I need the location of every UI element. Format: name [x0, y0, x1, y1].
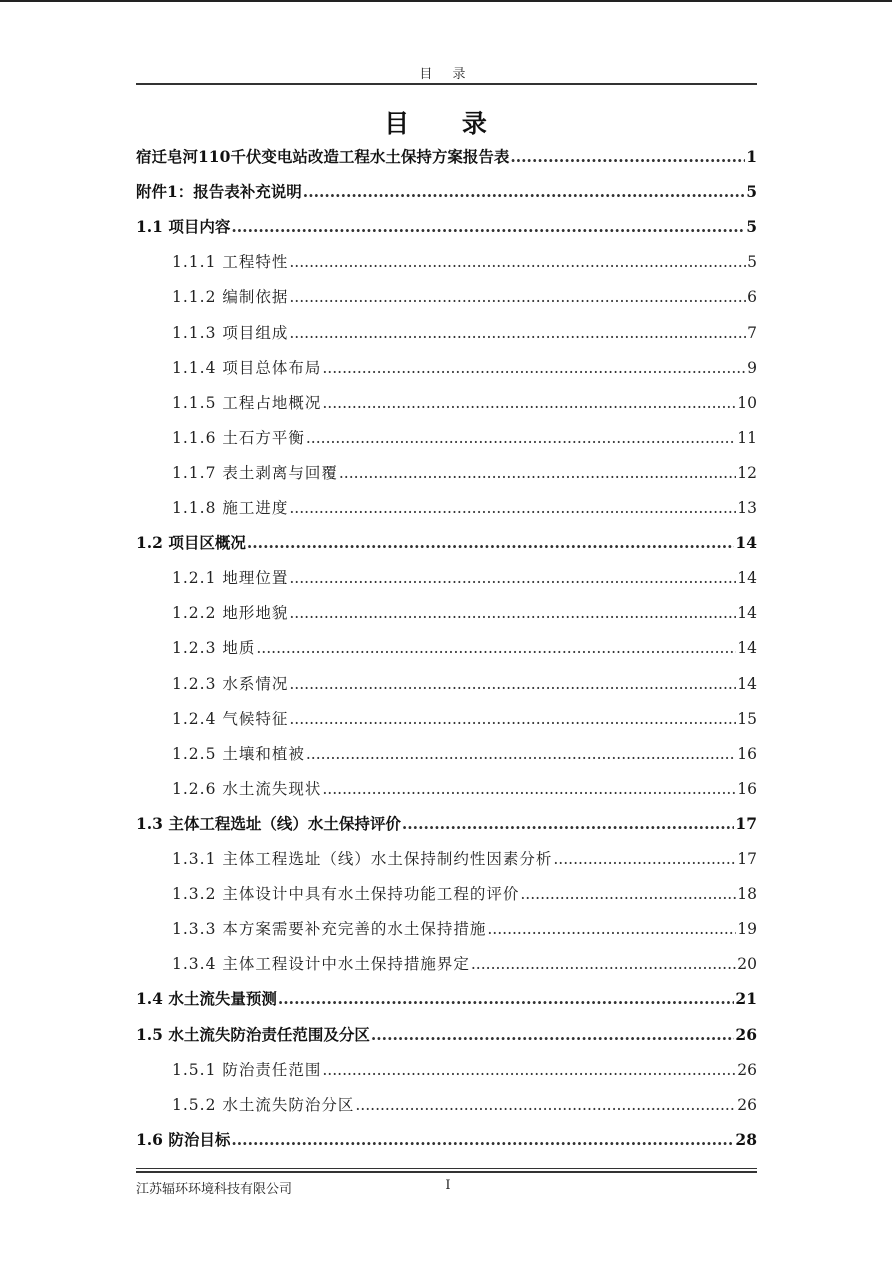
toc-entry-label: 1.3.4 主体工程设计中水土保持措施界定	[172, 955, 470, 973]
toc-entry[interactable]	[136, 987, 757, 1011]
toc-entry-label: 1.1 项目内容	[136, 217, 231, 236]
toc-leader-dots	[289, 321, 746, 345]
toc-entry[interactable]	[172, 321, 757, 345]
toc-entry-page: 14	[735, 533, 757, 552]
toc-entry[interactable]	[136, 145, 757, 169]
toc-entry-label: 1.5.1 防治责任范围	[172, 1061, 322, 1079]
toc-entry-label: 1.2.3 地质	[172, 639, 256, 657]
toc-leader-dots	[510, 145, 745, 169]
toc-leader-dots	[322, 391, 736, 415]
toc-leader-dots	[247, 531, 735, 555]
toc-entry-label: 1.2.5 土壤和植被	[172, 745, 305, 763]
toc-entry-label: 1.1.8 施工进度	[172, 499, 289, 517]
footer-rule-thick	[136, 1171, 757, 1173]
toc-entry[interactable]	[172, 777, 757, 801]
toc-entry-page: 9	[747, 359, 757, 377]
toc-entry-label: 1.3.3 本方案需要补充完善的水土保持措施	[172, 920, 487, 938]
toc-entry-page: 26	[737, 1061, 757, 1079]
toc-entry-page: 20	[737, 955, 757, 973]
toc-leader-dots	[289, 672, 736, 696]
toc-entry-label: 1.2.1 地理位置	[172, 569, 289, 587]
toc-entry-label: 1.4 水土流失量预测	[136, 989, 277, 1008]
toc-entry[interactable]	[136, 215, 757, 239]
toc-entry-page: 11	[737, 429, 757, 447]
footer-company: 江苏辐环环境科技有限公司	[136, 1182, 293, 1197]
toc-entry-label: 1.3 主体工程选址（线）水土保持评价	[136, 814, 401, 833]
toc-entry-label: 1.1.5 工程占地概况	[172, 394, 322, 412]
toc-entry[interactable]	[172, 882, 757, 906]
toc-entry-page: 5	[746, 217, 757, 236]
toc-entry-page: 13	[737, 499, 757, 517]
toc-entry-page: 6	[747, 288, 757, 306]
toc-entry-page: 21	[735, 989, 757, 1008]
toc-entry-label: 1.1.6 土石方平衡	[172, 429, 305, 447]
toc-entry[interactable]	[172, 566, 757, 590]
toc-leader-dots	[402, 812, 735, 836]
footer-rule	[136, 1168, 757, 1169]
toc-entry-page: 1	[746, 147, 757, 166]
toc-entry-page: 14	[737, 675, 757, 693]
toc-entry-label: 1.5 水土流失防治责任范围及分区	[136, 1025, 370, 1044]
toc-entry-label: 1.2.2 地形地貌	[172, 604, 289, 622]
toc-entry-label: 1.2.6 水土流失现状	[172, 780, 322, 798]
header-rule	[136, 83, 757, 85]
toc-leader-dots	[231, 215, 745, 239]
toc-entry-page: 10	[737, 394, 757, 412]
toc-entry-page: 18	[737, 885, 757, 903]
toc-entry-label: 1.5.2 水土流失防治分区	[172, 1096, 355, 1114]
toc-entry-label: 1.3.2 主体设计中具有水土保持功能工程的评价	[172, 885, 520, 903]
toc-entry[interactable]	[172, 952, 757, 976]
toc-entry-page: 5	[746, 182, 757, 201]
toc-entry-label: 1.3.1 主体工程选址（线）水土保持制约性因素分析	[172, 850, 553, 868]
toc-entry[interactable]	[136, 1023, 757, 1047]
toc-entry-label: 1.1.2 编制依据	[172, 288, 289, 306]
toc-entry-page: 14	[737, 569, 757, 587]
toc-leader-dots	[306, 426, 736, 450]
toc-entry-label: 1.2.3 水系情况	[172, 675, 289, 693]
toc-entry[interactable]	[172, 461, 757, 485]
toc-entry[interactable]	[172, 847, 757, 871]
toc-entry[interactable]	[172, 391, 757, 415]
toc-entry[interactable]	[136, 180, 757, 204]
toc-leader-dots	[339, 461, 736, 485]
toc-entry[interactable]	[172, 356, 757, 380]
toc-entry-page: 12	[737, 464, 757, 482]
footer-page-number: I	[445, 1178, 451, 1193]
toc-entry-label: 宿迁皂河110千伏变电站改造工程水土保持方案报告表	[136, 147, 510, 166]
toc-leader-dots	[289, 707, 736, 731]
toc-entry-page: 26	[735, 1025, 757, 1044]
toc-entry[interactable]	[172, 707, 757, 731]
toc-entry-label: 1.2.4 气候特征	[172, 710, 289, 728]
toc-leader-dots	[553, 847, 736, 871]
toc-entry[interactable]	[172, 636, 757, 660]
page-top-border	[0, 0, 892, 2]
toc-entry-label: 1.1.3 项目组成	[172, 324, 289, 342]
toc-entry-page: 16	[737, 745, 757, 763]
toc-entry-label: 1.1.7 表土剥离与回覆	[172, 464, 338, 482]
toc-entry[interactable]	[172, 917, 757, 941]
toc-leader-dots	[289, 601, 736, 625]
toc-leader-dots	[289, 250, 746, 274]
toc-entry-page: 16	[737, 780, 757, 798]
toc-leader-dots	[322, 1058, 736, 1082]
toc-entry[interactable]	[136, 531, 757, 555]
toc-leader-dots	[289, 496, 736, 520]
toc-entry-page: 28	[735, 1130, 757, 1149]
toc-entry-page: 14	[737, 639, 757, 657]
page-title: 目 录	[384, 109, 509, 138]
toc-entry[interactable]	[172, 742, 757, 766]
toc-entry-page: 5	[747, 253, 757, 271]
toc-leader-dots	[520, 882, 736, 906]
toc-entry-page: 17	[737, 850, 757, 868]
toc-leader-dots	[231, 1128, 734, 1152]
toc-entry-label: 1.2 项目区概况	[136, 533, 246, 552]
toc-leader-dots	[278, 987, 735, 1011]
toc-entry-page: 15	[737, 710, 757, 728]
toc-entry[interactable]	[172, 672, 757, 696]
toc-entry-page: 7	[747, 324, 757, 342]
toc-entry-label: 1.1.1 工程特性	[172, 253, 289, 271]
toc-entry[interactable]	[172, 426, 757, 450]
toc-leader-dots	[371, 1023, 735, 1047]
running-header: 目 录	[419, 67, 474, 82]
toc-entry-label: 附件1：报告表补充说明	[136, 182, 302, 201]
toc-leader-dots	[322, 777, 736, 801]
toc-leader-dots	[487, 917, 736, 941]
toc-leader-dots	[355, 1093, 736, 1117]
toc-entry[interactable]	[172, 496, 757, 520]
toc-entry[interactable]	[172, 1058, 757, 1082]
toc-entry-page: 26	[737, 1096, 757, 1114]
toc-leader-dots	[322, 356, 746, 380]
toc-entry[interactable]	[172, 250, 757, 274]
toc-entry-label: 1.6 防治目标	[136, 1130, 231, 1149]
toc-entry[interactable]	[136, 1128, 757, 1152]
toc-leader-dots	[303, 180, 745, 204]
toc-entry-page: 14	[737, 604, 757, 622]
toc-entry[interactable]	[136, 812, 757, 836]
toc-entry[interactable]	[172, 285, 757, 309]
toc-entry-page: 17	[735, 814, 757, 833]
toc-leader-dots	[256, 636, 736, 660]
toc-entry[interactable]	[172, 1093, 757, 1117]
toc-leader-dots	[289, 566, 736, 590]
toc-leader-dots	[289, 285, 746, 309]
toc-leader-dots	[306, 742, 736, 766]
toc-entry[interactable]	[172, 601, 757, 625]
toc-leader-dots	[471, 952, 736, 976]
toc-entry-page: 19	[737, 920, 757, 938]
toc-entry-label: 1.1.4 项目总体布局	[172, 359, 322, 377]
